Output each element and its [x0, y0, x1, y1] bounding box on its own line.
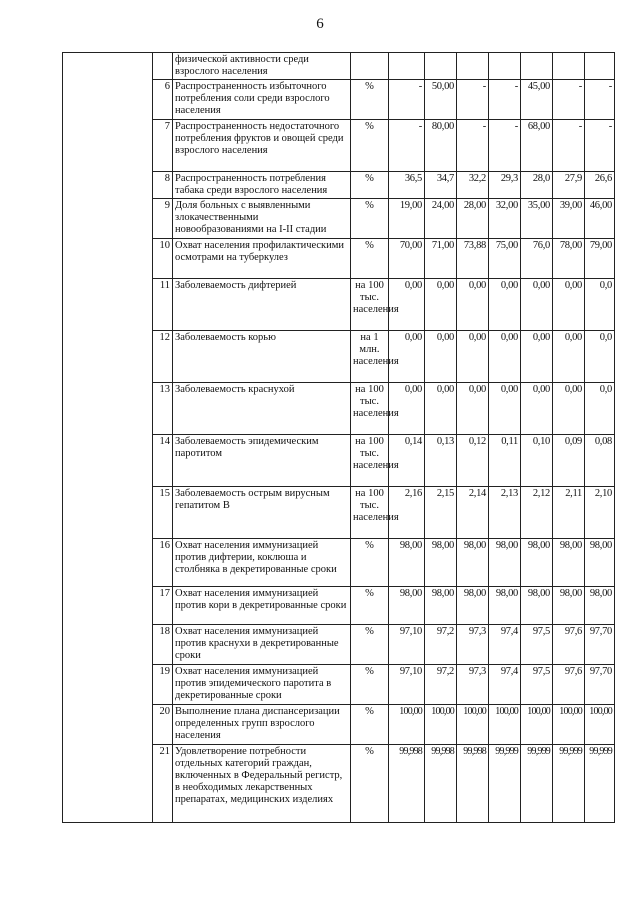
value-cell: 0,00 — [521, 331, 553, 383]
value-cell: 0,12 — [457, 435, 489, 487]
value-cell: 98,00 — [457, 539, 489, 587]
value-cell: 0,00 — [425, 383, 457, 435]
unit-cell: % — [351, 745, 389, 823]
value-cell: 0,09 — [553, 435, 585, 487]
table-row — [63, 53, 615, 80]
value-cell: 97,4 — [489, 665, 521, 705]
value-cell: 0,00 — [553, 279, 585, 331]
value-cell: 98,00 — [585, 587, 615, 625]
indicator-name: Выполнение плана диспансеризации определенных групп взрослого населения — [173, 705, 351, 745]
indicator-name: Доля больных с выявленными злокачественными новообразованиями на I-II стадии — [173, 199, 351, 239]
value-cell: 97,4 — [489, 625, 521, 665]
value-cell: 26,6 — [585, 172, 615, 199]
value-cell: 34,7 — [425, 172, 457, 199]
value-cell: 68,00 — [521, 120, 553, 172]
unit-cell: % — [351, 705, 389, 745]
value-cell: 0,00 — [489, 331, 521, 383]
row-number — [153, 53, 173, 80]
value-cell — [489, 53, 521, 80]
value-cell: 45,00 — [521, 80, 553, 120]
unit-cell: на 1 млн. населения — [351, 331, 389, 383]
indicator-name: Заболеваемость краснухой — [173, 383, 351, 435]
value-cell: - — [457, 120, 489, 172]
value-cell: - — [489, 80, 521, 120]
value-cell: 0,00 — [489, 383, 521, 435]
value-cell: 97,5 — [521, 625, 553, 665]
indicator-name: Заболеваемость острым вирусным гепатитом В — [173, 487, 351, 539]
value-cell: 98,00 — [489, 587, 521, 625]
row-number: 9 — [153, 199, 173, 239]
indicator-name: Охват населения иммунизацией против кори в декретированные сроки — [173, 587, 351, 625]
page-number: 6 — [316, 16, 324, 32]
unit-cell: % — [351, 120, 389, 172]
value-cell: 27,9 — [553, 172, 585, 199]
row-number: 15 — [153, 487, 173, 539]
value-cell: 99,998 — [425, 745, 457, 823]
row-number: 13 — [153, 383, 173, 435]
value-cell: 0,00 — [425, 331, 457, 383]
value-cell: 100,00 — [425, 705, 457, 745]
row-number: 12 — [153, 331, 173, 383]
value-cell: 99,999 — [521, 745, 553, 823]
indicator-name: Заболеваемость дифтерией — [173, 279, 351, 331]
value-cell: 35,00 — [521, 199, 553, 239]
value-cell: 100,00 — [553, 705, 585, 745]
indicator-name: Заболеваемость корью — [173, 331, 351, 383]
unit-cell: % — [351, 172, 389, 199]
value-cell: 97,3 — [457, 625, 489, 665]
value-cell: 0,00 — [521, 383, 553, 435]
value-cell: 24,00 — [425, 199, 457, 239]
value-cell: 0,00 — [389, 383, 425, 435]
value-cell: 98,00 — [389, 539, 425, 587]
value-cell: 0,00 — [389, 279, 425, 331]
row-number: 14 — [153, 435, 173, 487]
value-cell: 97,10 — [389, 625, 425, 665]
row-number: 16 — [153, 539, 173, 587]
row-number: 21 — [153, 745, 173, 823]
value-cell: 0,10 — [521, 435, 553, 487]
value-cell: 98,00 — [489, 539, 521, 587]
value-cell: 28,00 — [457, 199, 489, 239]
value-cell: 73,88 — [457, 239, 489, 279]
indicator-name: Охват населения иммунизацией против краснухи в декретированные сроки — [173, 625, 351, 665]
row-number: 11 — [153, 279, 173, 331]
value-cell: 97,6 — [553, 625, 585, 665]
value-cell: 98,00 — [521, 539, 553, 587]
indicators-table — [62, 52, 615, 823]
row-number: 17 — [153, 587, 173, 625]
indicator-name: Охват населения иммунизацией против дифтерии, коклюша и столбняка в декретированные сроки — [173, 539, 351, 587]
value-cell — [389, 53, 425, 80]
value-cell: 97,3 — [457, 665, 489, 705]
value-cell: 0,00 — [425, 279, 457, 331]
value-cell: 39,00 — [553, 199, 585, 239]
value-cell: 36,5 — [389, 172, 425, 199]
value-cell: 98,00 — [389, 587, 425, 625]
value-cell: 2,13 — [489, 487, 521, 539]
value-cell: 0,00 — [553, 331, 585, 383]
value-cell: 0,11 — [489, 435, 521, 487]
value-cell: - — [585, 120, 615, 172]
value-cell: 98,00 — [553, 539, 585, 587]
row-number: 20 — [153, 705, 173, 745]
unit-cell: % — [351, 665, 389, 705]
value-cell: 0,00 — [389, 331, 425, 383]
value-cell: - — [389, 80, 425, 120]
value-cell: - — [585, 80, 615, 120]
row-number: 6 — [153, 80, 173, 120]
value-cell: 100,00 — [521, 705, 553, 745]
unit-cell: % — [351, 199, 389, 239]
value-cell: 0,00 — [553, 383, 585, 435]
value-cell: 99,999 — [553, 745, 585, 823]
unit-cell: на 100 тыс. населения — [351, 279, 389, 331]
row-number: 8 — [153, 172, 173, 199]
value-cell: 97,70 — [585, 665, 615, 705]
value-cell: 0,13 — [425, 435, 457, 487]
value-cell: 0,00 — [457, 331, 489, 383]
indicator-name: Распространенность потребления табака среди взрослого населения — [173, 172, 351, 199]
value-cell: 0,0 — [585, 383, 615, 435]
value-cell: 97,2 — [425, 665, 457, 705]
value-cell: 99,998 — [389, 745, 425, 823]
indicator-name: Распространенность недостаточного потребления фруктов и овощей среди взрослого населения — [173, 120, 351, 172]
value-cell: 32,00 — [489, 199, 521, 239]
value-cell: - — [389, 120, 425, 172]
value-cell: 46,00 — [585, 199, 615, 239]
value-cell — [553, 53, 585, 80]
table-body — [63, 53, 615, 823]
value-cell: 75,00 — [489, 239, 521, 279]
value-cell: 98,00 — [457, 587, 489, 625]
value-cell — [585, 53, 615, 80]
value-cell: 2,16 — [389, 487, 425, 539]
value-cell: 0,00 — [457, 279, 489, 331]
value-cell: 100,00 — [389, 705, 425, 745]
value-cell: 50,00 — [425, 80, 457, 120]
unit-cell — [351, 53, 389, 80]
value-cell: 70,00 — [389, 239, 425, 279]
value-cell: - — [457, 80, 489, 120]
unit-cell: на 100 тыс. населения — [351, 487, 389, 539]
value-cell: 97,10 — [389, 665, 425, 705]
value-cell: 0,00 — [457, 383, 489, 435]
indicator-name: Заболеваемость эпидемическим паротитом — [173, 435, 351, 487]
value-cell: 100,00 — [457, 705, 489, 745]
value-cell: 98,00 — [425, 587, 457, 625]
value-cell: 100,00 — [585, 705, 615, 745]
value-cell: - — [553, 120, 585, 172]
indicator-name: Распространенность избыточного потребления соли среди взрослого населения — [173, 80, 351, 120]
value-cell: 2,14 — [457, 487, 489, 539]
value-cell: 100,00 — [489, 705, 521, 745]
value-cell: 0,00 — [521, 279, 553, 331]
value-cell: 28,0 — [521, 172, 553, 199]
unit-cell: на 100 тыс. населения — [351, 383, 389, 435]
value-cell: 29,3 — [489, 172, 521, 199]
value-cell: 76,0 — [521, 239, 553, 279]
value-cell: 19,00 — [389, 199, 425, 239]
value-cell — [425, 53, 457, 80]
value-cell: 71,00 — [425, 239, 457, 279]
value-cell: 98,00 — [521, 587, 553, 625]
value-cell — [521, 53, 553, 80]
value-cell — [457, 53, 489, 80]
value-cell: 97,5 — [521, 665, 553, 705]
value-cell: 32,2 — [457, 172, 489, 199]
unit-cell: % — [351, 625, 389, 665]
value-cell: 0,0 — [585, 331, 615, 383]
value-cell: 0,00 — [489, 279, 521, 331]
row-number: 18 — [153, 625, 173, 665]
blank-left-column — [63, 53, 153, 823]
value-cell: 97,2 — [425, 625, 457, 665]
unit-cell: % — [351, 587, 389, 625]
value-cell: 78,00 — [553, 239, 585, 279]
indicator-name: Удовлетворение потребности отдельных категорий граждан, включенных в Федеральный регистр, в необходимых лекарственных препаратах, медицинских изделиях — [173, 745, 351, 823]
value-cell: 79,00 — [585, 239, 615, 279]
value-cell: 2,15 — [425, 487, 457, 539]
unit-cell: на 100 тыс. населения — [351, 435, 389, 487]
value-cell: 97,6 — [553, 665, 585, 705]
unit-cell: % — [351, 539, 389, 587]
value-cell: - — [553, 80, 585, 120]
value-cell: 99,998 — [457, 745, 489, 823]
value-cell: 80,00 — [425, 120, 457, 172]
value-cell: 98,00 — [585, 539, 615, 587]
unit-cell: % — [351, 239, 389, 279]
value-cell: 98,00 — [553, 587, 585, 625]
value-cell: 99,999 — [585, 745, 615, 823]
value-cell: 98,00 — [425, 539, 457, 587]
indicator-name: физической активности среди взрослого населения — [173, 53, 351, 80]
value-cell: 0,0 — [585, 279, 615, 331]
row-number: 19 — [153, 665, 173, 705]
value-cell: 0,08 — [585, 435, 615, 487]
indicator-name: Охват населения иммунизацией против эпидемического паротита в декретированные сроки — [173, 665, 351, 705]
row-number: 7 — [153, 120, 173, 172]
value-cell: 2,12 — [521, 487, 553, 539]
value-cell: 2,11 — [553, 487, 585, 539]
value-cell: 97,70 — [585, 625, 615, 665]
value-cell: 0,14 — [389, 435, 425, 487]
value-cell: 99,999 — [489, 745, 521, 823]
value-cell: 2,10 — [585, 487, 615, 539]
indicator-name: Охват населения профилактическими осмотрами на туберкулез — [173, 239, 351, 279]
row-number: 10 — [153, 239, 173, 279]
value-cell: - — [489, 120, 521, 172]
unit-cell: % — [351, 80, 389, 120]
